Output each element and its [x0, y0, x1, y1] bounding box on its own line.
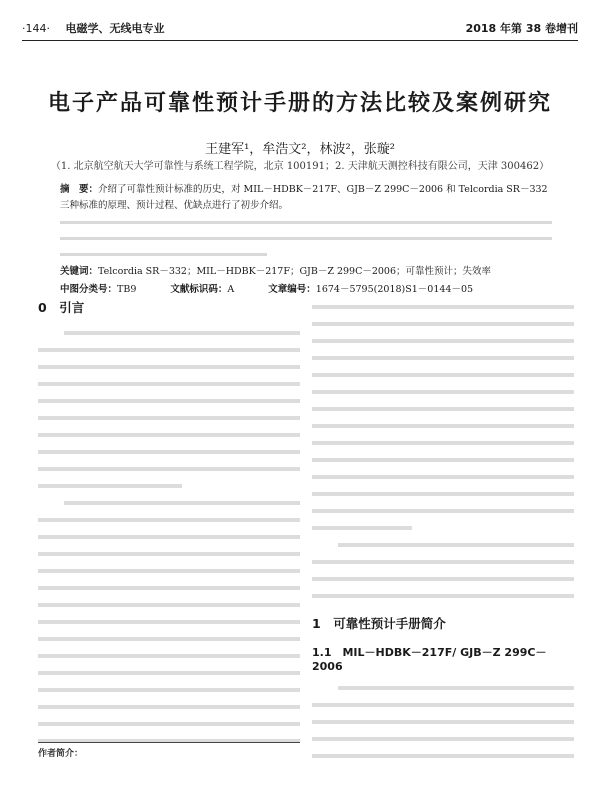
body-text-left: [38, 324, 300, 749]
abstract: [60, 182, 552, 214]
running-header: [22, 18, 578, 41]
issue-info: 2018 年第 38 卷增刊: [465, 22, 578, 35]
paper-title: 电子产品可靠性预计手册的方法比较及案例研究: [47, 91, 552, 116]
section-intro-heading: 0 引言: [38, 300, 85, 315]
abstract-block: [60, 182, 552, 298]
doc-code: 文献标识码：A: [170, 284, 235, 295]
keywords-label: 关键词：: [60, 266, 99, 277]
header-left: [22, 20, 165, 36]
section-1-1-heading: 1.1 MIL－HDBK－217F/ GJB－Z 299C－2006: [312, 646, 547, 673]
footnote-label: 作者简介：: [38, 749, 84, 759]
section-1-heading: 1 可靠性预计手册简介: [312, 616, 446, 631]
keywords-text: Telcordia SR－332；MIL－HDBK－217F；GJB－Z 299C－2006；可靠性预计；失效率: [98, 266, 492, 277]
journal-section: 电磁学、无线电专业: [65, 22, 165, 35]
abstract-label: 摘 要：: [60, 184, 99, 195]
body-text-right: [312, 298, 574, 604]
abstract-continuation: [60, 214, 552, 262]
body-text-right-2: [312, 679, 574, 764]
abstract-lead: 介绍了可靠性预计标准的历史，对 MIL－HDBK－217F、GJB－Z 299C－2006 和 Telcordia SR－332 三种标准的原理、预计过程、优缺点进行了初步介绍。: [60, 184, 548, 211]
column-left: [38, 298, 300, 749]
affiliations: （1. 北京航空航天大学可靠性与系统工程学院，北京 100191；2. 天津航天测控科技有限公司，天津 300462）: [50, 161, 550, 172]
clc-code: 中图分类号：TB9: [60, 284, 137, 295]
author-list: 王建军¹，牟浩文²，林波²，张璇²: [205, 142, 395, 157]
article-number: 文章编号：1674－5795(2018)S1－0144－05: [268, 284, 474, 295]
page-number: ·144·: [22, 22, 50, 35]
column-right: [312, 298, 574, 764]
keywords: [60, 264, 552, 280]
author-footnote: [38, 742, 300, 761]
classification-codes: [60, 282, 552, 298]
